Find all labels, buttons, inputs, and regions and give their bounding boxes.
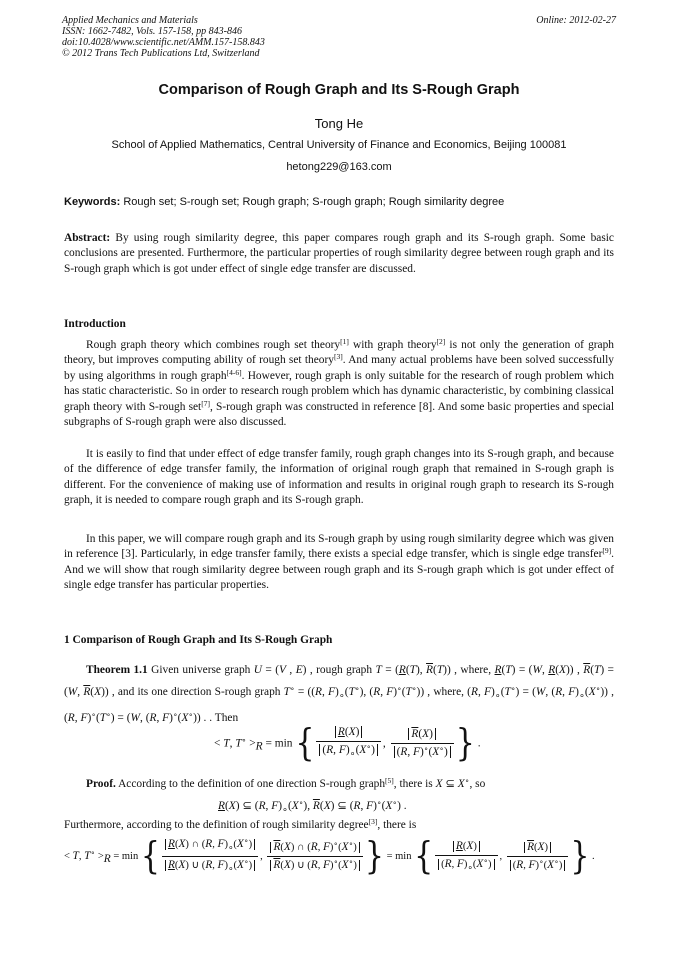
paper-title: Comparison of Rough Graph and Its S-Rough Graph	[158, 82, 520, 98]
doi-line: doi:10.4028/www.scientific.net/AMM.157-158.843	[62, 37, 265, 48]
citation: [5]	[385, 776, 394, 785]
abstract-text: By using rough similarity degree, this paper compares rough graph and its S-rough graph. Some basic conclusions are presented. Furthermore, the particular properties of rough similarity degree between rough graph and its S-rough graph which is got under effect of single edge transfer are discussed.	[64, 232, 614, 275]
online-date: Online: 2012-02-27	[536, 15, 616, 26]
citation: [7]	[201, 398, 210, 408]
theorem-equation: < T, $T^\circ >_R = \min$ { $\frac{R(X)}{(R, F)_\circ(X^\circ)}$ , $\frac{\overline{R}(X)}{(R, F)^\circ(X^\circ)}$ } .	[214, 721, 481, 765]
proof-label: Proof.	[86, 778, 116, 790]
issn-line: ISSN: 1662-7482, Vols. 157-158, pp 843-846	[62, 26, 242, 37]
theorem-label: Theorem 1.1	[86, 664, 148, 676]
citation: [9]	[602, 546, 612, 556]
citation: [2]	[436, 337, 446, 346]
intro-paragraph-3: In this paper, we will compare rough graph and its S-rough graph by using rough similarity degree which was given in reference [3]. Particularly, in edge transfer family, there exists a special edge transfer, which is single edge transfer[9]. And we will show that rough similarity degree between rough graph and its S-rough graph which is got under effect of single edge transfer has particular properties.	[64, 533, 614, 592]
keywords-label: Keywords:	[64, 196, 121, 208]
furthermore-paragraph: Furthermore, according to the definition of rough similarity degree[3], there is	[64, 817, 417, 831]
abstract	[64, 231, 614, 277]
author-name: Tong He	[314, 116, 364, 131]
copyright-line: © 2012 Trans Tech Publications Ltd, Switzerland	[62, 48, 260, 59]
keywords-text: Rough set; S-rough set; Rough graph; S-rough graph; Rough similarity degree	[123, 196, 505, 208]
citation: [1]	[340, 337, 349, 346]
citation: [3]	[368, 817, 378, 826]
intro-paragraph-1: Rough graph theory which combines rough set theory[1] with graph theory[2] is not only the generation of graph theory, but improves computing ability of rough set theory[3]. And many actual problems have been solved successfully by using algorithms in rough graph[4-6]. However, rough graph is only suitable for the research of rough problem which has static characteristic. So in order to research rough problem which has dynamic characteristic, by combining classical graph theory with S-rough set[7], S-rough graph was constructed in reference [8]. And some basic properties and special subgraphs of S-rough graph were also discussed.	[64, 337, 614, 429]
theorem-1-1: Theorem 1.1 Given universe graph U = (V , E) , rough graph T = (R(T), $\overline{R}(T)$) , where, R(T) = (W, R(X)) , $\overline{R}(T) = (W$, $\overline{R}(X)$) , and its one direction S-rough graph T∘ = ((R, $F)_\circ(T^\circ)$, (R, F)∘(T∘)) , where, (R, $F)_\circ(T^\circ) = (W$, (R, $F)_\circ(X^\circ)$) , (R, F)∘(T∘) = (W, (R, F)∘(X∘)) . . Then	[64, 664, 614, 725]
section-1-heading: 1 Comparison of Rough Graph and Its S-Rough Graph	[64, 634, 333, 646]
proof-paragraph: Proof. According to the definition of one direction S-rough graph[5], there is X ⊆ X∘, so	[86, 776, 486, 790]
introduction-heading: Introduction	[64, 318, 126, 330]
abstract-label: Abstract:	[64, 232, 111, 244]
journal-header	[62, 15, 616, 59]
journal-name: Applied Mechanics and Materials	[62, 15, 198, 26]
proof-equation: R(X) ⊆ (R, $F)_\circ(X^\circ)$, $\overline{R}(X)$ ⊆ (R, F)∘(X∘) .	[218, 798, 407, 816]
intro-paragraph-2: It is easily to find that under effect of edge transfer family, rough graph changes into its S-rough graph, and because of the difference of edge transfer family, the information of original rough graph that remained in S-rough graph is different. For the convenience of making use of information and results in original rough graph to research its S-rough graph, it is needed to compare rough graph and its S-rough graph.	[64, 448, 614, 507]
keywords	[64, 196, 504, 208]
similarity-equation: < T, $T^\circ >_R = \min$ { $\frac{R(X) \cap (R, F)_\circ(X^\circ)}{R(X) \cup (R, F)_\circ(X^\circ)}$ , $\frac{\overline{R}(X) \cap (R, F)^\circ(X^\circ)}{\overline{R}(X) \cup (R, F)^\circ(X^\circ)}$ } = min { $\frac{R(X)}{(R, F)_\circ(X^\circ)}$ , $\frac{\overline{R}(X)}{(R, F)^\circ(X^\circ)}$ } .	[64, 834, 595, 878]
affiliation: School of Applied Mathematics, Central University of Finance and Economics, Beijing 100081	[111, 139, 567, 151]
citation: [4-6]	[226, 367, 242, 377]
citation: [3]	[333, 352, 343, 362]
author-email[interactable]: hetong229@163.com	[286, 161, 392, 173]
